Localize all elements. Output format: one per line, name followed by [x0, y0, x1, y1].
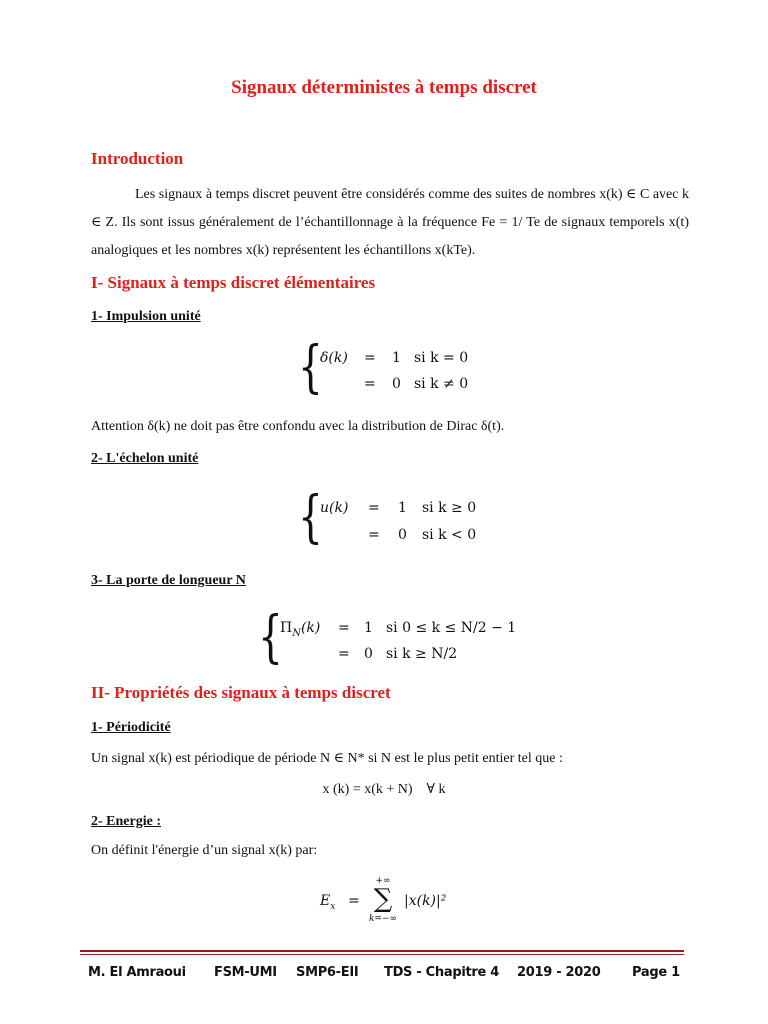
step-cond2: si k < 0	[422, 527, 477, 543]
step-eq2: =	[368, 527, 380, 543]
impulse-val1: 1	[392, 350, 401, 366]
impulse-equation	[298, 335, 558, 402]
energy-lhs-sub: x	[330, 901, 336, 912]
gate-cond1: si 0 ≤ k ≤ N/2 − 1	[386, 620, 517, 636]
gate-equation	[258, 605, 558, 672]
energy-text: On définit l'énergie d’un signal x(k) par:	[91, 843, 318, 858]
footer-course: TDS - Chapitre 4	[384, 965, 500, 980]
energy-formula	[318, 876, 478, 930]
intro-heading: Introduction	[91, 149, 184, 168]
footer-rule	[80, 950, 684, 952]
intro-paragraph	[91, 181, 689, 265]
step-val2: 0	[398, 527, 407, 543]
gate-lhs-arg: (k)	[300, 620, 321, 636]
footer-faculty: FSM-UMI	[214, 965, 277, 980]
footer-rule-thin	[80, 954, 684, 955]
energy-lhs-symbol: E	[320, 893, 331, 909]
step-cond1: si k ≥ 0	[422, 500, 477, 516]
impulse-heading: 1- Impulsion unité	[91, 309, 201, 324]
impulse-eq1: =	[364, 350, 376, 366]
step-val1: 1	[398, 500, 407, 516]
impulse-val2: 0	[392, 376, 401, 392]
sum-symbol: ∑	[373, 884, 393, 914]
impulse-note: Attention δ(k) ne doit pas être confondu avec la distribution de Dirac δ(t).	[91, 419, 505, 434]
section2-heading: II- Propriétés des signaux à temps discret	[91, 683, 391, 702]
periodicity-heading: 1- Périodicité	[91, 720, 171, 735]
energy-lhs	[320, 893, 335, 912]
brace-symbol: {	[298, 485, 323, 550]
impulse-cond1: si k = 0	[414, 350, 469, 366]
periodicity-formula: x (k) = x(k + N) ∀ k	[322, 782, 446, 797]
step-eq1: =	[368, 500, 380, 516]
brace-symbol: {	[298, 335, 323, 400]
gate-eq2: =	[338, 646, 350, 662]
brace-symbol: {	[258, 605, 283, 670]
sum-upper-limit: +∞	[375, 876, 391, 886]
gate-cond2: si k ≥ N/2	[386, 646, 458, 662]
energy-eq: =	[348, 893, 360, 909]
energy-summand: |x(k)|²	[404, 893, 447, 909]
footer-program: SMP6-EII	[296, 965, 359, 980]
intro-text: Les signaux à temps discret peuvent être considérés comme des suites de nombres x(k) ∈ C avec k ∈ Z. Ils sont issus généralement de l’échantillonnage à la fréquence Fe = 1/ Te de signaux temporels x(t) analogiques et les nombres x(k) représentent les échantillons x(kTe).	[91, 187, 689, 258]
footer-year: 2019 - 2020	[517, 965, 601, 980]
gate-lhs-symbol: Π	[280, 620, 293, 636]
gate-val2: 0	[364, 646, 373, 662]
page-title: Signaux déterministes à temps discret	[231, 77, 537, 98]
gate-lhs-sub: N	[292, 627, 301, 639]
step-equation	[298, 485, 558, 552]
sum-lower-limit: k=−∞	[368, 914, 398, 924]
impulse-eq2: =	[364, 376, 376, 392]
section1-heading: I- Signaux à temps discret élémentaires	[91, 273, 376, 292]
gate-heading: 3- La porte de longueur N	[91, 573, 246, 588]
step-heading: 2- L'échelon unité	[91, 451, 199, 466]
gate-lhs	[280, 620, 320, 639]
step-lhs: u(k)	[320, 500, 349, 516]
footer-page-number: Page 1	[632, 965, 680, 980]
periodicity-text: Un signal x(k) est périodique de période N ∈ N* si N est le plus petit entier tel que :	[91, 751, 563, 766]
energy-heading: 2- Energie :	[91, 814, 161, 829]
gate-val1: 1	[364, 620, 373, 636]
impulse-cond2: si k ≠ 0	[414, 376, 469, 392]
impulse-lhs: δ(k)	[320, 350, 348, 366]
gate-eq1: =	[338, 620, 350, 636]
footer-author: M. El Amraoui	[88, 965, 186, 980]
